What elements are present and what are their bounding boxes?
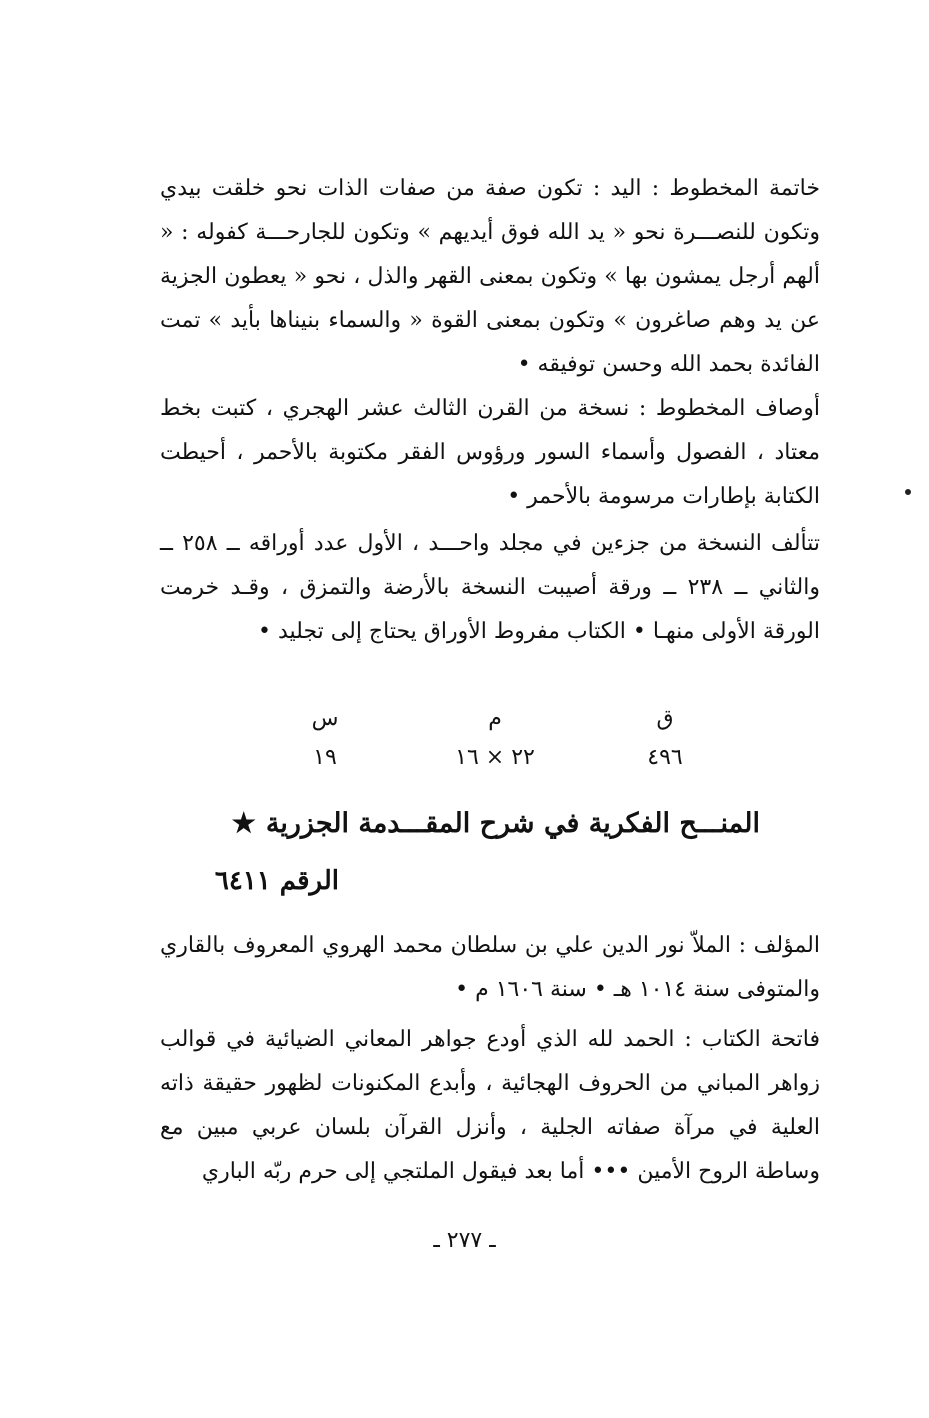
star-icon: ★	[231, 808, 256, 839]
volumes-paragraph	[160, 522, 820, 654]
colophon-paragraph	[160, 167, 820, 387]
entry-title-text: المنـــح الفكرية في شرح المقـــدمة الجزرية	[265, 808, 760, 839]
description-paragraph	[160, 387, 820, 519]
opening-paragraph	[160, 1018, 820, 1194]
entry-title	[160, 808, 760, 839]
stats-headers	[255, 706, 735, 731]
stats-value-size: ٢٢ × ١٦	[455, 745, 535, 770]
stats-header-lines: س	[311, 706, 339, 731]
page-number: ـ ٢٧٧ ـ	[433, 1228, 496, 1253]
stats-header-size: م	[488, 706, 502, 731]
stats-header-leaves: ق	[656, 706, 674, 731]
stats-value-lines: ١٩	[313, 745, 337, 770]
margin-dot	[905, 489, 911, 495]
entry-number: الرقم ٦٤١١	[214, 866, 339, 896]
volumes-text: تتألف النسخة من جزءين في مجلد واحـــد ، الأول عدد أوراقه ــ ٢٥٨ ــ والثاني ــ ٢٣٨ ــ ورقة أصيبت النسخة بالأرضة والتمزق ، وقـد خرمت الورقة الأولى منهـا • الكتاب مفروط الأوراق يحتاج إلى تجليد •	[160, 531, 820, 644]
opening-text: فاتحة الكتاب : الحمد لله الذي أودع جواهر المعاني الضيائية في قوالب زواهر المباني من الحروف الهجائية ، وأبدع المكنونات لظهور حقيقة ذاته العلية في مرآة صفاته الجلية ، وأنزل القرآن بلسان عربي مبين مع وساطة الروح الأمين ••• أما بعد فيقول الملتجي إلى حرم ربّه الباري	[160, 1027, 820, 1184]
author-paragraph	[160, 924, 820, 1012]
author-text: المؤلف : الملاّ نور الدين علي بن سلطان محمد الهروي المعروف بالقاري والمتوفى سنة ١٠١٤ هـ • سنة ١٦٠٦ م •	[160, 933, 820, 1002]
stats-values	[255, 745, 735, 770]
colophon-text: خاتمة المخطوط : اليد : تكون صفة من صفات الذات نحو خلقت بيدي وتكون للنصـــرة نحو « يد الله فوق أيديهم » وتكون للجارحـــة كفوله : « ألهم أرجل يمشون بها » وتكون بمعنى القهر والذل ، نحو « يعطون الجزية عن يد وهم صاغرون » وتكون بمعنى القوة « والسماء بنيناها بأيد » تمت الفائدة بحمد الله وحسن توفيقه •	[160, 176, 820, 377]
description-text: أوصاف المخطوط : نسخة من القرن الثالث عشر الهجري ، كتبت بخط معتاد ، الفصول وأسماء السور ورؤوس الفقر مكتوبة بالأحمر ، أحيطت الكتابة بإطارات مرسومة بالأحمر •	[160, 396, 820, 509]
stats-value-leaves: ٤٩٦	[647, 745, 683, 770]
